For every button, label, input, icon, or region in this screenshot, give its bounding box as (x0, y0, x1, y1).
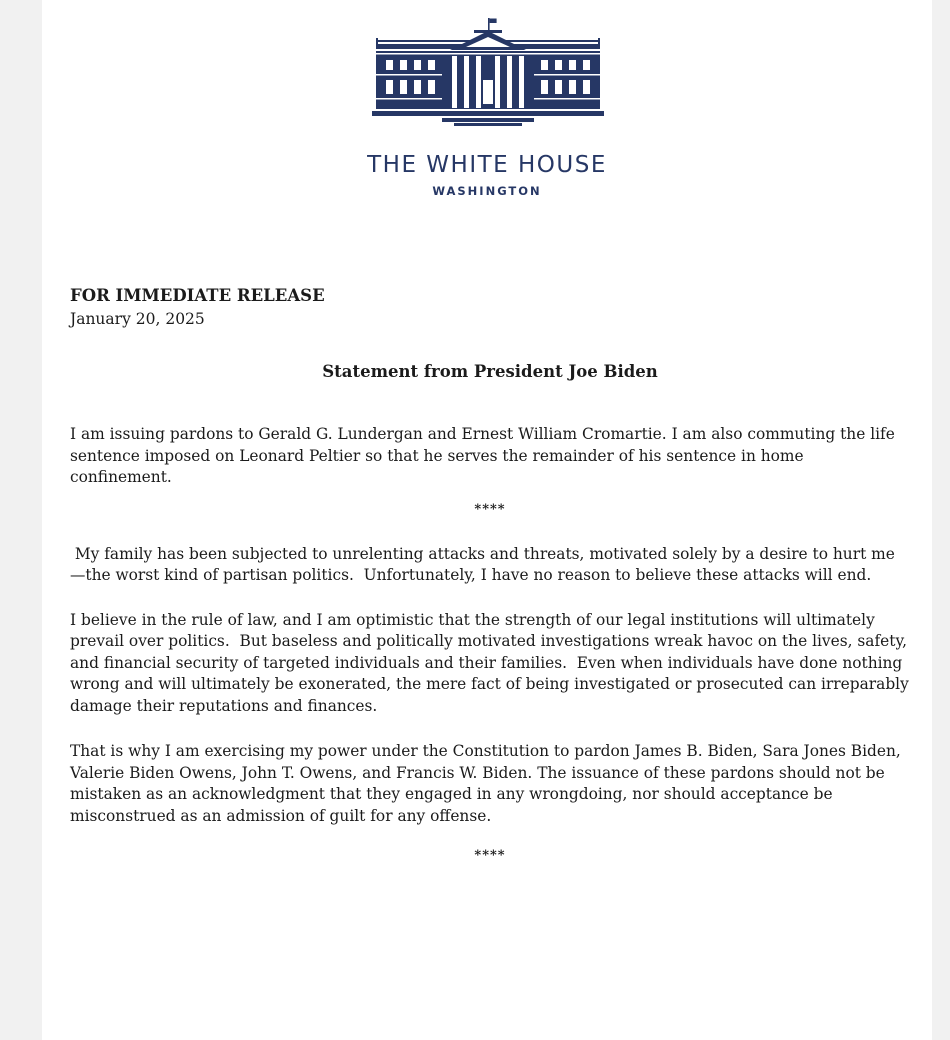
statement-title: Statement from President Joe Biden (322, 362, 658, 381)
section-separator: **** (474, 848, 506, 863)
paragraph-rule-of-law: I believe in the rule of law, and I am optimistic that the strength of our legal institutions will ultimately prevail over politics. But baseless and politically motivated investigations wreak havoc on the lives, safety, and financial security of targeted individuals and their families. Even when individuals have done nothing wrong and will ultimately be exonerated, the mere fact of being investigated or prosecuted can irreparably damage their reputations and finances. (70, 610, 909, 715)
release-label: FOR IMMEDIATE RELEASE (70, 286, 325, 305)
letterhead-title: THE WHITE HOUSE (367, 152, 607, 178)
letterhead-subtitle: WASHINGTON (432, 184, 542, 198)
section-separator: **** (474, 501, 506, 517)
paragraph-constitution: That is why I am exercising my power under the Constitution to pardon James B. Biden, Sara Jones Biden, Valerie Biden Owens, John T. Owens, and Francis W. Biden. The issuance of these pardons should not be mistaken as an acknowledgment that they engaged in any wrongdoing, nor should acceptance be misconstrued as an admission of guilt for any offense. (70, 742, 901, 825)
press-release-page (42, 0, 932, 1040)
paragraph-pardons: I am issuing pardons to Gerald G. Lundergan and Ernest William Cromartie. I am also commuting the life sentence imposed on Leonard Peltier so that he serves the remainder of his sentence in home confinement. (70, 425, 895, 486)
release-date: January 20, 2025 (70, 310, 205, 328)
document-body (70, 284, 910, 866)
paragraph-family: My family has been subjected to unrelenting attacks and threats, motivated solely by a desire to hurt me—the worst kind of partisan politics. Unfortunately, I have no reason to believe these attacks will end. (70, 544, 895, 584)
white-house-building-icon (372, 18, 604, 126)
